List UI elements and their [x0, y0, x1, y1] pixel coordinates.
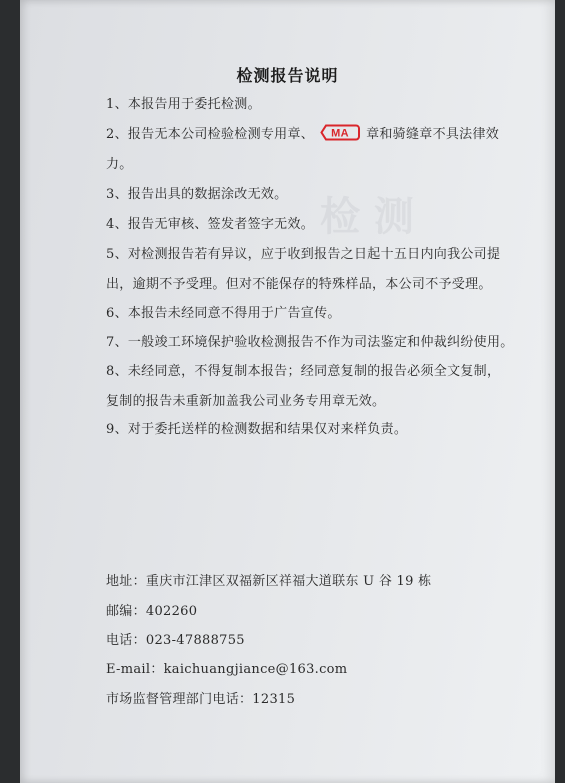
item-7: 7、一般竣工环境保护验收检测报告不作为司法鉴定和仲裁纠纷使用。: [106, 335, 514, 350]
contact-address: 地址：重庆市江津区双福新区祥福大道联东 U 谷 19 栋: [106, 574, 432, 589]
item-5-cont: 出，逾期不予受理。但对不能保存的特殊样品，本公司不予受理。: [106, 277, 492, 292]
item-1: 1、本报告用于委托检测。: [106, 97, 261, 112]
item-6: 6、本报告未经同意不得用于广告宣传。: [106, 306, 341, 321]
item-8: 8、未经同意，不得复制本报告；经同意复制的报告必须全文复制，: [106, 364, 501, 379]
item-3: 3、报告出具的数据涂改无效。: [106, 187, 288, 202]
ma-certification-mark: [320, 124, 360, 145]
item-5: 5、对检测报告若有异议，应于收到报告之日起十五日内向我公司提: [106, 247, 501, 262]
item-8-cont: 复制的报告未重新加盖我公司业务专用章无效。: [106, 394, 386, 409]
item-2-text-b: 章和骑缝章不具法律效: [366, 127, 500, 142]
ma-mark-text: MA: [331, 127, 349, 140]
item-2: [106, 123, 499, 145]
document-title: 检测报告说明: [236, 66, 339, 85]
contact-phone: 电话：023-47888755: [106, 633, 245, 648]
contact-email: E-mail：kaichuangjiance@163.com: [106, 662, 348, 677]
item-4: 4、报告无审核、签发者签字无效。: [106, 217, 315, 232]
item-2-text-a: 2、报告无本公司检验检测专用章、: [106, 127, 315, 142]
document-page: [20, 0, 555, 783]
show-through-watermark: 检 测: [320, 193, 414, 240]
item-2-cont: 力。: [106, 157, 133, 172]
contact-postcode: 邮编：402260: [106, 604, 198, 619]
contact-supervision-phone: 市场监督管理部门电话：12315: [106, 692, 296, 707]
item-9: 9、对于委托送样的检测数据和结果仅对来样负责。: [106, 422, 408, 437]
